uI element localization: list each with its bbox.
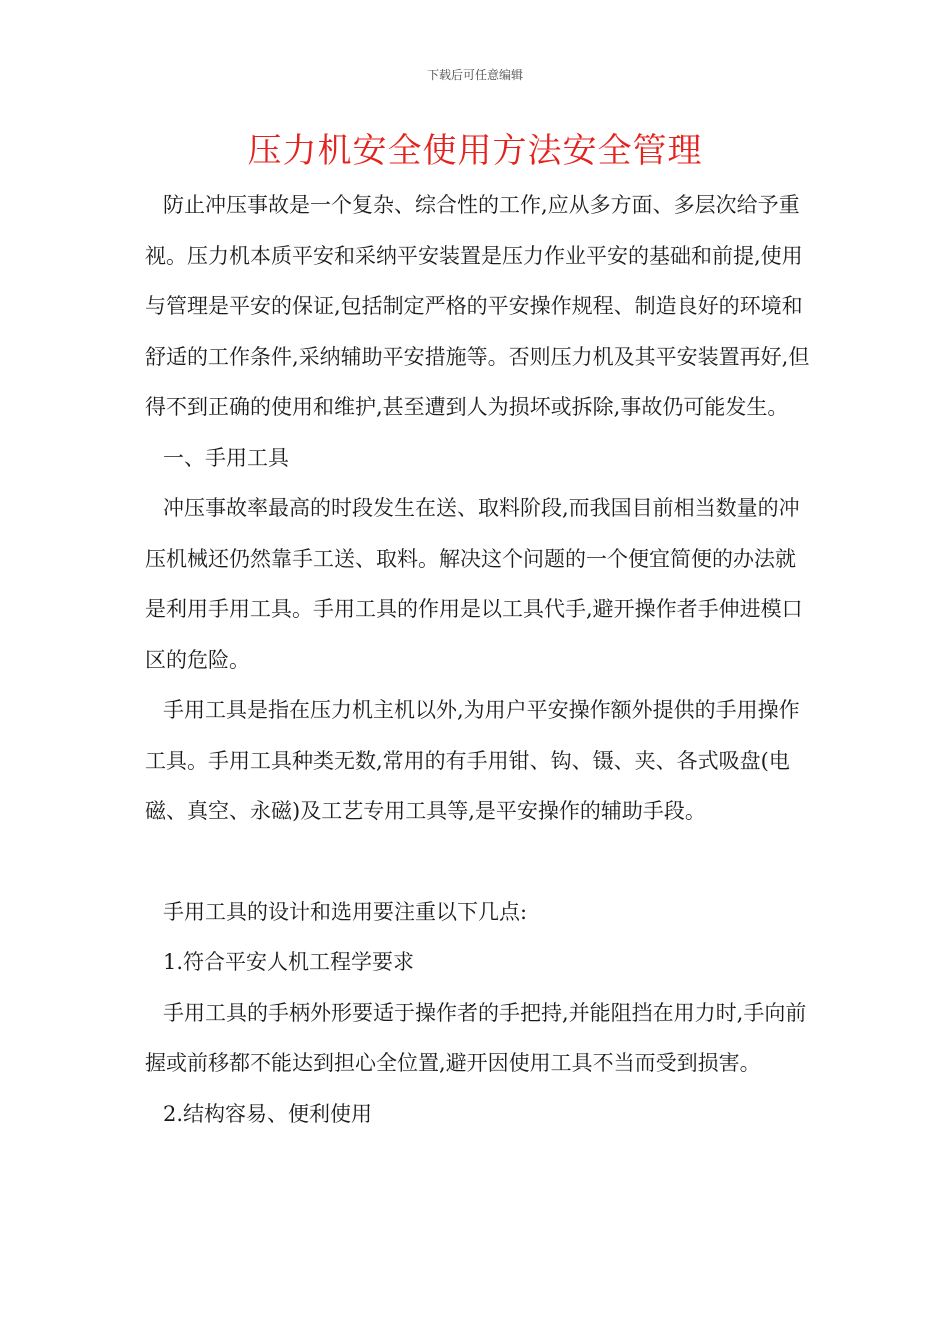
paragraph-ergonomics: 手用工具的手柄外形要适于操作者的手把持,并能阻挡在用力时,手向前握或前移都不能达到担心全位置,避开因使用工具不当而受到损害。 [145, 1000, 807, 1075]
section-heading-hand-tools: 一、手用工具 [163, 445, 289, 470]
paragraph-hand-tools-definition: 手用工具是指在压力机主机以外,为用户平安操作额外提供的手用操作工具。手用工具种类无数,常用的有手用钳、钩、镊、夹、各式吸盘(电磁、真空、永磁)及工艺专用工具等,是平安操作的辅助手段。 [145, 698, 800, 823]
paragraph-intro: 防止冲压事故是一个复杂、综合性的工作,应从多方面、多层次给予重视。压力机本质平安和采纳平安装置是压力作业平安的基础和前提,使用与管理是平安的保证,包括制定严格的平安操作规程、制造良好的环境和舒适的工作条件,采纳辅助平安措施等。否则压力机及其平安装置再好,但得不到正确的使用和维护,甚至遭到人为损坏或拆除,事故仍可能发生。 [145, 193, 810, 419]
document-body [145, 180, 810, 1139]
page-header: 下载后可任意编辑 [426, 68, 523, 82]
subheading-simple-structure: 2.结构容易、便利使用 [163, 1101, 373, 1126]
subheading-ergonomics: 1.符合平安人机工程学要求 [163, 950, 415, 974]
paragraph-spacer [145, 837, 810, 887]
document-title: 压力机安全使用方法安全管理 [247, 131, 703, 171]
paragraph-design-points: 手用工具的设计和选用要注重以下几点: [163, 899, 528, 924]
paragraph-hand-tools-purpose: 冲压事故率最高的时段发生在送、取料阶段,而我国目前相当数量的冲压机械还仍然靠手工送、取料。解决这个问题的一个便宜简便的办法就是利用手用工具。手用工具的作用是以工具代手,避开操作者手伸进模口区的危险。 [145, 496, 803, 672]
